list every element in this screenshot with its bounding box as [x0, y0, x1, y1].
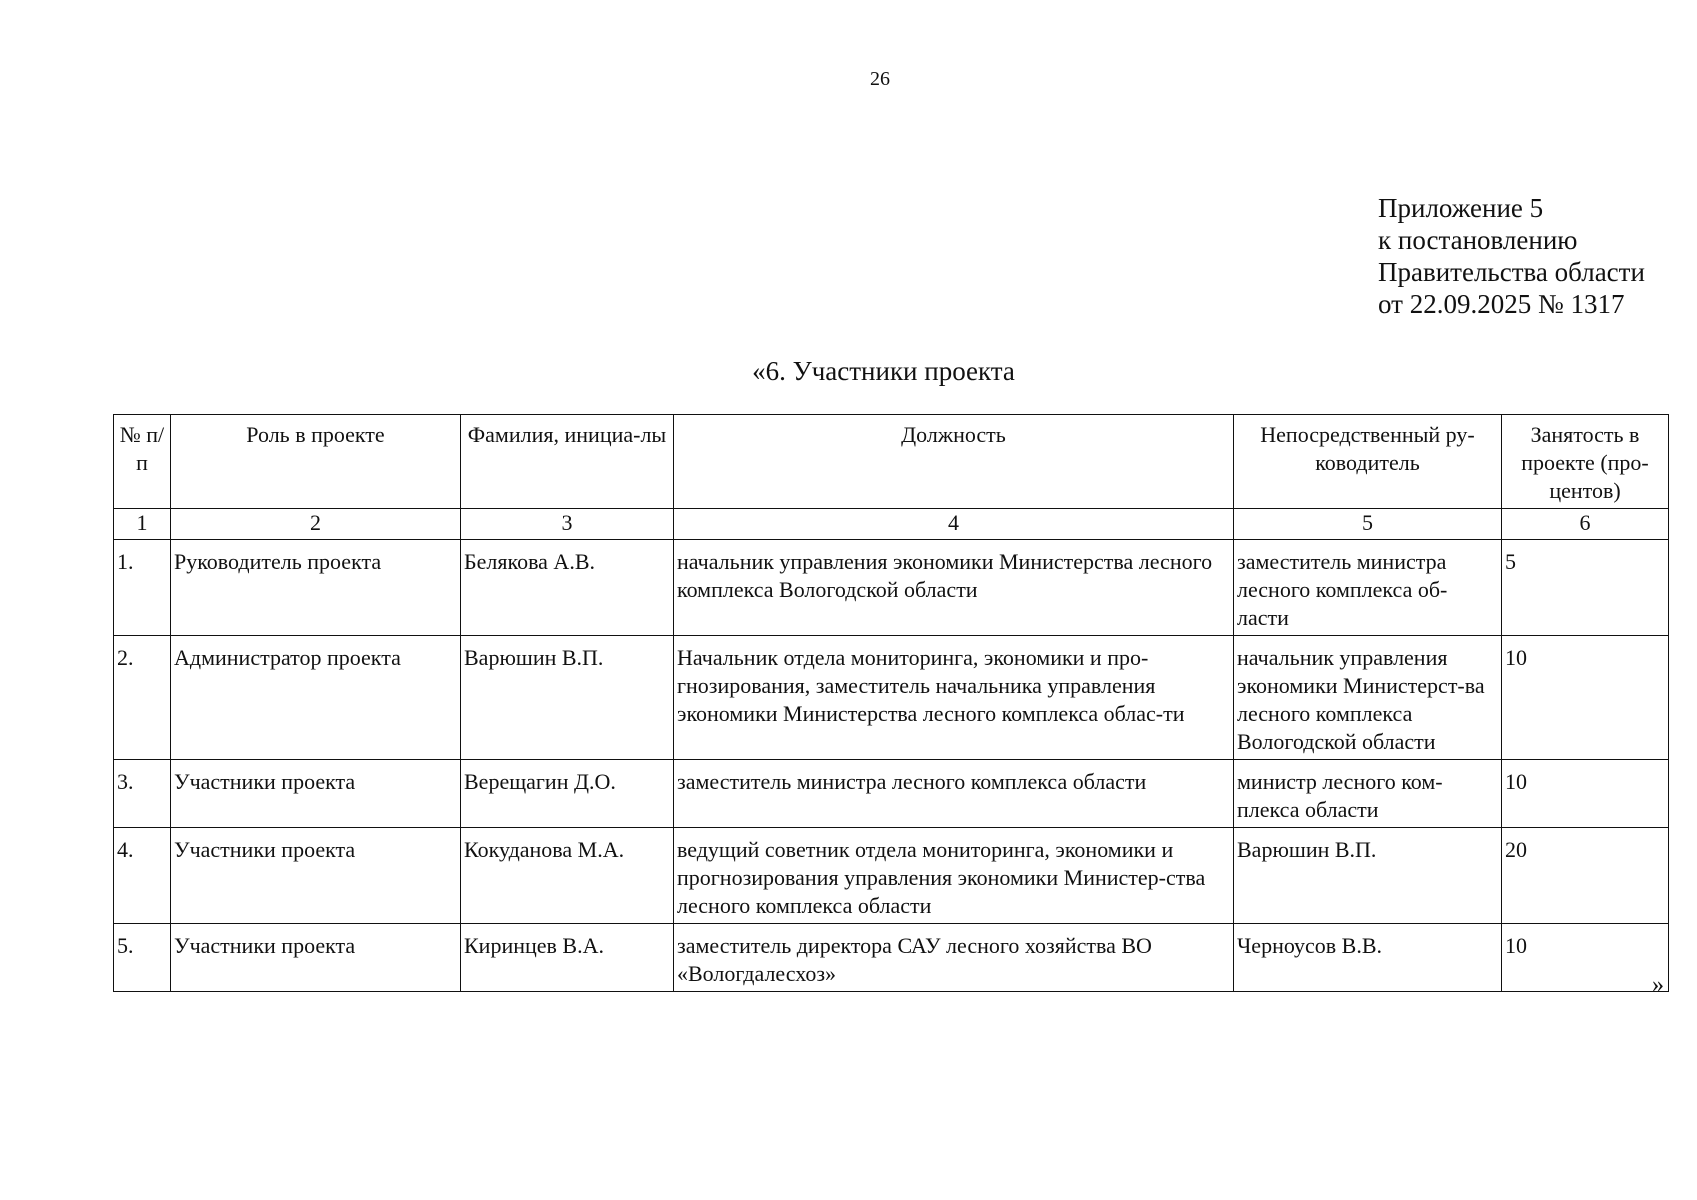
cell-position: заместитель директора САУ лесного хозяйства ВО «Вологдалесхоз»	[674, 924, 1234, 992]
header-cell-number: № п/п	[114, 415, 171, 509]
column-number-cell: 1	[114, 509, 171, 540]
cell-number: 5.	[114, 924, 171, 992]
cell-supervisor: начальник управления экономики Министерст-ва лесного комплекса Вологодской области	[1234, 636, 1502, 760]
column-number-cell: 3	[461, 509, 674, 540]
table-row	[114, 924, 1669, 992]
header-cell-load: Занятость в проекте (про-центов)	[1502, 415, 1669, 509]
cell-role: Руководитель проекта	[171, 540, 461, 636]
cell-supervisor: Варюшин В.П.	[1234, 828, 1502, 924]
cell-load: 10	[1502, 636, 1669, 760]
column-number-cell: 2	[171, 509, 461, 540]
cell-supervisor: заместитель министра лесного комплекса об-ласти	[1234, 540, 1502, 636]
column-number-row	[114, 509, 1669, 540]
cell-position: ведущий советник отдела мониторинга, экономики и прогнозирования управления экономики Министер-ства лесного комплекса области	[674, 828, 1234, 924]
cell-supervisor: Черноусов В.В.	[1234, 924, 1502, 992]
table-header-row	[114, 415, 1669, 509]
table-row	[114, 828, 1669, 924]
header-cell-name: Фамилия, инициа-лы	[461, 415, 674, 509]
appendix-line: к постановлению	[1378, 225, 1578, 255]
header-cell-role: Роль в проекте	[171, 415, 461, 509]
cell-role: Участники проекта	[171, 924, 461, 992]
cell-name: Киринцев В.А.	[461, 924, 674, 992]
header-cell-position: Должность	[674, 415, 1234, 509]
cell-supervisor: министр лесного ком-плекса области	[1234, 760, 1502, 828]
closing-quote: »	[1652, 972, 1664, 998]
cell-name: Кокуданова М.А.	[461, 828, 674, 924]
cell-role: Участники проекта	[171, 828, 461, 924]
appendix-block	[1378, 192, 1645, 320]
column-number-cell: 5	[1234, 509, 1502, 540]
cell-role: Администратор проекта	[171, 636, 461, 760]
page-number: 26	[870, 68, 890, 90]
cell-name: Верещагин Д.О.	[461, 760, 674, 828]
cell-name: Варюшин В.П.	[461, 636, 674, 760]
appendix-line: Правительства области	[1378, 257, 1645, 287]
cell-name: Белякова А.В.	[461, 540, 674, 636]
cell-position: начальник управления экономики Министерства лесного комплекса Вологодской области	[674, 540, 1234, 636]
cell-number: 2.	[114, 636, 171, 760]
cell-load: 10	[1502, 924, 1669, 992]
cell-position: Начальник отдела мониторинга, экономики и про-гнозирования, заместитель начальника управления экономики Министерства лесного комплекса облас-ти	[674, 636, 1234, 760]
appendix-line: Приложение 5	[1378, 193, 1544, 223]
cell-number: 1.	[114, 540, 171, 636]
table-row	[114, 760, 1669, 828]
cell-load: 5	[1502, 540, 1669, 636]
table-row	[114, 540, 1669, 636]
column-number-cell: 6	[1502, 509, 1669, 540]
appendix-line: от 22.09.2025 № 1317	[1378, 289, 1625, 319]
header-cell-supervisor: Непосредственный ру-ководитель	[1234, 415, 1502, 509]
column-number-cell: 4	[674, 509, 1234, 540]
section-title: «6. Участники проекта	[752, 356, 1015, 386]
cell-position: заместитель министра лесного комплекса области	[674, 760, 1234, 828]
table-row	[114, 636, 1669, 760]
cell-role: Участники проекта	[171, 760, 461, 828]
cell-number: 3.	[114, 760, 171, 828]
participants-table	[113, 414, 1669, 992]
cell-number: 4.	[114, 828, 171, 924]
cell-load: 20	[1502, 828, 1669, 924]
cell-load: 10	[1502, 760, 1669, 828]
